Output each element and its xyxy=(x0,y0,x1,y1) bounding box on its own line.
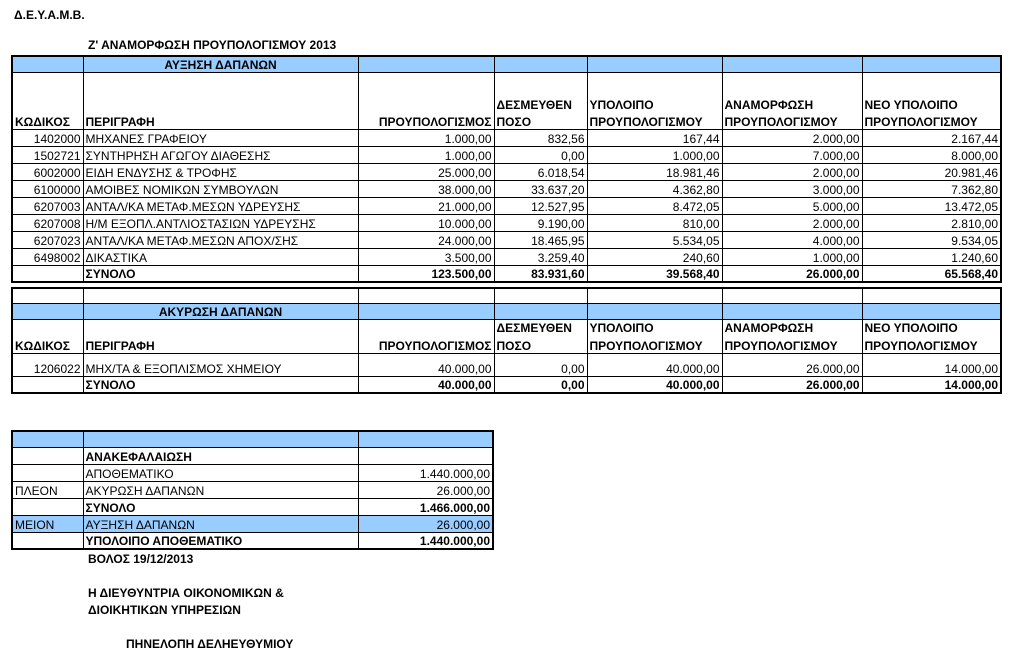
row-remaining: 240,60 xyxy=(587,248,722,265)
cancel-value: 26.000,00 xyxy=(358,481,493,498)
spacer-row xyxy=(12,72,1001,96)
summary-remaining-row xyxy=(12,532,493,549)
row-revision: 5.000,00 xyxy=(722,197,862,214)
total-revision: 26.000,00 xyxy=(722,376,862,393)
row-code: 6207008 xyxy=(12,214,83,231)
row-description: ΕΙΔΗ ΕΝΔΥΣΗΣ & ΤΡΟΦΗΣ xyxy=(83,163,358,180)
sum-label: ΣΥΝΟΛΟ xyxy=(83,498,358,515)
row-revision: 4.000,00 xyxy=(722,231,862,248)
row-description: ΑΝΤΑΛ/ΚΑ ΜΕΤΑΦ.ΜΕΣΩΝ ΑΠΟΧ/ΣΗΣ xyxy=(83,231,358,248)
total-remaining: 39.568,40 xyxy=(587,265,722,282)
header-description: ΠΕΡΙΓΡΑΦΗ xyxy=(83,112,358,129)
row-remaining: 40.000,00 xyxy=(587,359,722,376)
row-new-remaining: 14.000,00 xyxy=(862,359,1001,376)
summary-header-row xyxy=(12,431,493,447)
section-title: ΑΥΞΗΣΗ ΔΑΠΑΝΩΝ xyxy=(83,56,358,72)
table-row xyxy=(12,197,1001,214)
row-remaining: 18.981,46 xyxy=(587,163,722,180)
table-row xyxy=(12,163,1001,180)
row-new-remaining: 9.534,05 xyxy=(862,231,1001,248)
row-committed: 18.465,95 xyxy=(494,231,587,248)
header-new-remaining: ΝΕΟ ΥΠΟΛΟΙΠΟ xyxy=(862,96,1001,112)
row-description: ΔΙΚΑΣΤΙΚΑ xyxy=(83,248,358,265)
row-budget: 3.500,00 xyxy=(358,248,494,265)
row-code: 6207003 xyxy=(12,197,83,214)
row-remaining: 810,00 xyxy=(587,214,722,231)
row-remaining: 4.362,80 xyxy=(587,180,722,197)
header-revision: ΑΝΑΜΟΡΦΩΣΗ xyxy=(722,96,862,112)
row-description: ΜΗΧ/ΤΑ & ΕΞΟΠΛΙΣΜΟΣ ΧΗΜΕΙΟΥ xyxy=(83,359,358,376)
summary-title: ΑΝΑΚΕΦΑΛΑΙΩΣΗ xyxy=(83,447,358,464)
header-code: ΚΩΔΙΚΟΣ xyxy=(12,112,83,129)
header-new-remaining-2: ΠΡΟΥΠΟΛΟΓΙΣΜΟΥ xyxy=(862,112,1001,129)
row-committed: 12.527,95 xyxy=(494,197,587,214)
row-remaining: 1.000,00 xyxy=(587,146,722,163)
increase-expenses-table xyxy=(11,55,1002,283)
header-remaining-2: ΠΡΟΥΠΟΛΟΓΙΣΜΟΥ xyxy=(587,335,722,353)
row-revision: 2.000,00 xyxy=(722,129,862,146)
increase-label: ΑΥΞΗΣΗ ΔΑΠΑΝΩΝ xyxy=(83,515,358,532)
row-new-remaining: 13.472,05 xyxy=(862,197,1001,214)
signer-title-line-1: Η ΔΙΕΥΘΥΝΤΡΙΑ ΟΙΚΟΝΟΜΙΚΩΝ & xyxy=(88,586,284,600)
total-new-remaining: 65.568,40 xyxy=(862,265,1001,282)
row-budget: 21.000,00 xyxy=(358,197,494,214)
header-budget: ΠΡΟΥΠΟΛΟΓΙΣΜΟΣ xyxy=(358,112,494,129)
header-revision-2: ΠΡΟΥΠΟΛΟΓΙΣΜΟΥ xyxy=(722,112,862,129)
table-row xyxy=(12,214,1001,231)
row-code: 6100000 xyxy=(12,180,83,197)
row-budget: 38.000,00 xyxy=(358,180,494,197)
row-committed: 9.190,00 xyxy=(494,214,587,231)
row-remaining: 8.472,05 xyxy=(587,197,722,214)
section-title-row xyxy=(12,303,1001,319)
row-code: 6207023 xyxy=(12,231,83,248)
row-description: ΜΗΧΑΝΕΣ ΓΡΑΦΕΙΟΥ xyxy=(83,129,358,146)
row-committed: 3.259,40 xyxy=(494,248,587,265)
table-row xyxy=(12,180,1001,197)
summary-sum-row xyxy=(12,498,493,515)
cancel-expenses-table xyxy=(11,287,1002,394)
row-new-remaining: 2.167,44 xyxy=(862,129,1001,146)
signer-name: ΠΗΝΕΛΟΠΗ ΔΕΛΗΕΥΘΥΜΙΟΥ xyxy=(126,637,294,651)
total-committed: 83.931,60 xyxy=(494,265,587,282)
header-code: ΚΩΔΙΚΟΣ xyxy=(12,335,83,353)
reserve-value: 1.440.000,00 xyxy=(358,464,493,481)
section-title: ΑΚΥΡΩΣΗ ΔΑΠΑΝΩΝ xyxy=(83,303,358,319)
row-new-remaining: 20.981,46 xyxy=(862,163,1001,180)
header-committed-2: ΠΟΣΟ xyxy=(494,335,587,353)
header-budget: ΠΡΟΥΠΟΛΟΓΙΣΜΟΣ xyxy=(358,335,494,353)
row-budget: 24.000,00 xyxy=(358,231,494,248)
header-row-2 xyxy=(12,335,1001,353)
total-label: ΣΥΝΟΛΟ xyxy=(83,265,358,282)
total-row xyxy=(12,265,1001,282)
header-revision: ΑΝΑΜΟΡΦΩΣΗ xyxy=(722,319,862,335)
header-remaining: ΥΠΟΛΟΙΠΟ xyxy=(587,319,722,335)
sum-value: 1.466.000,00 xyxy=(358,498,493,515)
row-revision: 2.000,00 xyxy=(722,214,862,231)
row-budget: 25.000,00 xyxy=(358,163,494,180)
header-description: ΠΕΡΙΓΡΑΦΗ xyxy=(83,335,358,353)
header-revision-2: ΠΡΟΥΠΟΛΟΓΙΣΜΟΥ xyxy=(722,335,862,353)
row-code: 1206022 xyxy=(12,359,83,376)
summary-reserve-row xyxy=(12,464,493,481)
summary-minus-row xyxy=(12,515,493,532)
cancel-label: ΑΚΥΡΩΣΗ ΔΑΠΑΝΩΝ xyxy=(83,481,358,498)
row-code: 6498002 xyxy=(12,248,83,265)
row-committed: 832,56 xyxy=(494,129,587,146)
spacer-row xyxy=(12,288,1001,303)
row-new-remaining: 8.000,00 xyxy=(862,146,1001,163)
total-row xyxy=(12,376,1001,393)
total-budget: 123.500,00 xyxy=(358,265,494,282)
row-revision: 7.000,00 xyxy=(722,146,862,163)
header-remaining: ΥΠΟΛΟΙΠΟ xyxy=(587,96,722,112)
row-revision: 1.000,00 xyxy=(722,248,862,265)
header-committed: ΔΕΣΜΕΥΘΕΝ xyxy=(494,96,587,112)
row-description: ΣΥΝΤΗΡΗΣΗ ΑΓΩΓΟΥ ΔΙΑΘΕΣΗΣ xyxy=(83,146,358,163)
signer-title-line-2: ΔΙΟΙΚΗΤΙΚΩΝ ΥΠΗΡΕΣΙΩΝ xyxy=(88,603,241,617)
reserve-label: ΑΠΟΘΕΜΑΤΙΚΟ xyxy=(83,464,358,481)
row-committed: 0,00 xyxy=(494,146,587,163)
row-remaining: 167,44 xyxy=(587,129,722,146)
row-budget: 40.000,00 xyxy=(358,359,494,376)
row-committed: 0,00 xyxy=(494,359,587,376)
header-committed: ΔΕΣΜΕΥΘΕΝ xyxy=(494,319,587,335)
total-committed: 0,00 xyxy=(494,376,587,393)
row-code: 6002000 xyxy=(12,163,83,180)
row-new-remaining: 2.810,00 xyxy=(862,214,1001,231)
header-remaining-2: ΠΡΟΥΠΟΛΟΓΙΣΜΟΥ xyxy=(587,112,722,129)
document-title: Ζ' ΑΝΑΜΟΡΦΩΣΗ ΠΡΟΥΠΟΛΟΓΙΣΜΟΥ 2013 xyxy=(88,38,337,52)
total-revision: 26.000,00 xyxy=(722,265,862,282)
remaining-reserve-label: ΥΠΟΛΟΙΠΟ ΑΠΟΘΕΜΑΤΙΚΟ xyxy=(83,532,358,549)
summary-table xyxy=(11,430,494,550)
header-committed-2: ΠΟΣΟ xyxy=(494,112,587,129)
row-description: Η/Μ ΕΞΟΠΛ.ΑΝΤΛΙΟΣΤΑΣΙΩΝ ΥΔΡΕΥΣΗΣ xyxy=(83,214,358,231)
row-new-remaining: 7.362,80 xyxy=(862,180,1001,197)
header-row-1 xyxy=(12,96,1001,112)
table-row xyxy=(12,359,1001,376)
total-new-remaining: 14.000,00 xyxy=(862,376,1001,393)
row-new-remaining: 1.240,60 xyxy=(862,248,1001,265)
row-code: 1502721 xyxy=(12,146,83,163)
table-row xyxy=(12,248,1001,265)
row-remaining: 5.534,05 xyxy=(587,231,722,248)
table-row xyxy=(12,146,1001,163)
place-date: ΒΟΛΟΣ 19/12/2013 xyxy=(88,552,194,566)
header-new-remaining: ΝΕΟ ΥΠΟΛΟΙΠΟ xyxy=(862,319,1001,335)
minus-label: ΜΕΙΟΝ xyxy=(12,515,83,532)
total-remaining: 40.000,00 xyxy=(587,376,722,393)
row-committed: 6.018,54 xyxy=(494,163,587,180)
row-description: ΑΜΟΙΒΕΣ ΝΟΜΙΚΩΝ ΣΥΜΒΟΥΛΩΝ xyxy=(83,180,358,197)
plus-label: ΠΛΕΟΝ xyxy=(12,481,83,498)
row-description: ΑΝΤΑΛ/ΚΑ ΜΕΤΑΦ.ΜΕΣΩΝ ΥΔΡΕΥΣΗΣ xyxy=(83,197,358,214)
row-revision: 3.000,00 xyxy=(722,180,862,197)
summary-title-row xyxy=(12,447,493,464)
total-label: ΣΥΝΟΛΟ xyxy=(83,376,358,393)
header-row-1 xyxy=(12,319,1001,335)
row-committed: 33.637,20 xyxy=(494,180,587,197)
increase-value: 26.000,00 xyxy=(358,515,493,532)
header-row-2 xyxy=(12,112,1001,129)
total-budget: 40.000,00 xyxy=(358,376,494,393)
row-budget: 1.000,00 xyxy=(358,129,494,146)
row-budget: 1.000,00 xyxy=(358,146,494,163)
row-budget: 10.000,00 xyxy=(358,214,494,231)
header-new-remaining-2: ΠΡΟΥΠΟΛΟΓΙΣΜΟΥ xyxy=(862,335,1001,353)
row-revision: 2.000,00 xyxy=(722,163,862,180)
section-title-row xyxy=(12,56,1001,72)
table-row xyxy=(12,231,1001,248)
organization-name: Δ.Ε.Υ.Α.Μ.Β. xyxy=(14,8,85,22)
summary-plus-row xyxy=(12,481,493,498)
remaining-reserve-value: 1.440.000,00 xyxy=(358,532,493,549)
table-row xyxy=(12,129,1001,146)
row-revision: 26.000,00 xyxy=(722,359,862,376)
row-code: 1402000 xyxy=(12,129,83,146)
